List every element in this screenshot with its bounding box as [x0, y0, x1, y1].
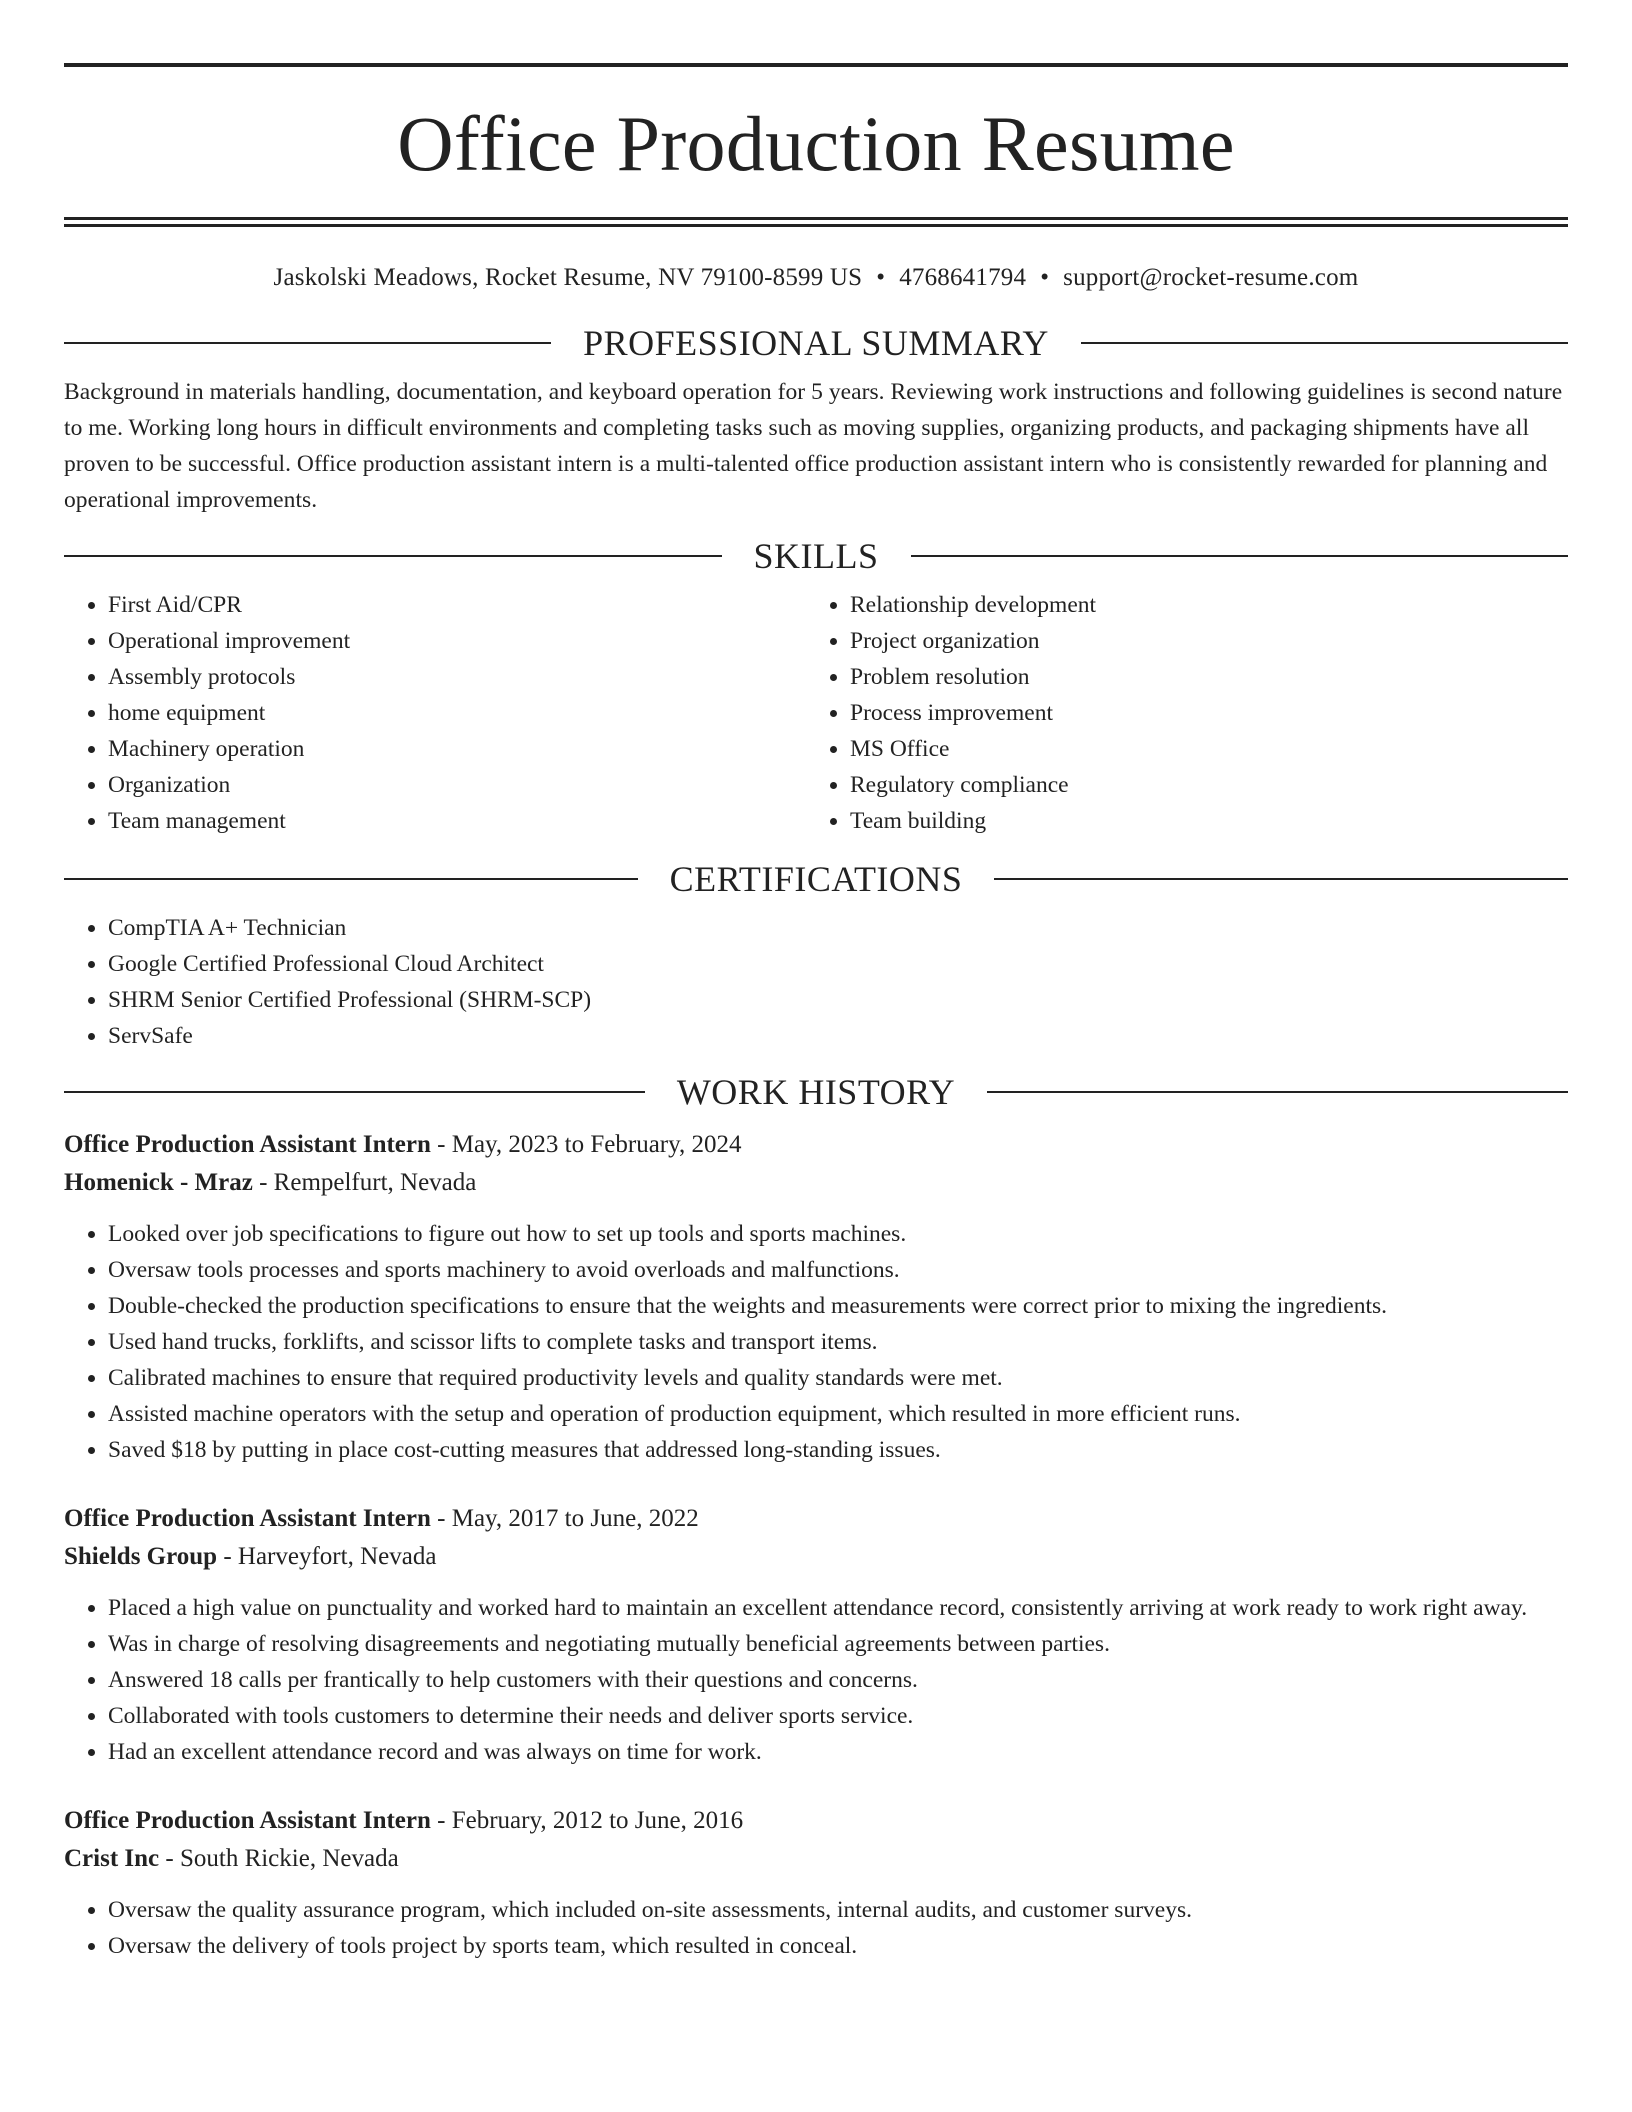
list-item: • Regulatory compliance [850, 767, 1548, 803]
job-company-line [64, 1840, 1568, 1878]
job-title: Office Production Assistant Intern [64, 1131, 431, 1158]
section-heading: PROFESSIONAL SUMMARY [583, 323, 1049, 363]
job-title: Office Production Assistant Intern [64, 1505, 431, 1532]
list-item: • Process improvement [850, 695, 1548, 731]
job-title: Office Production Assistant Intern [64, 1807, 431, 1834]
list-item: • Problem resolution [850, 659, 1548, 695]
job-dates: - May, 2017 to June, 2022 [430, 1505, 699, 1532]
list-item: • Relationship development [850, 587, 1548, 623]
list-item: • Team management [108, 803, 806, 839]
job-company-line [64, 1538, 1568, 1576]
job-bullets [64, 1216, 1568, 1468]
job-company: Crist Inc [64, 1845, 160, 1872]
skills-right-list [806, 587, 1548, 839]
list-item: • Saved $18 by putting in place cost-cutting measures that addressed long-standing issues. [108, 1432, 1568, 1468]
job-bullets [64, 1892, 1568, 1964]
list-item: • Oversaw the delivery of tools project by sports team, which resulted in conceal. [108, 1928, 1568, 1964]
job-title-line [64, 1500, 1568, 1538]
list-item: • Team building [850, 803, 1548, 839]
section-rule-left [64, 878, 638, 880]
skills-list [64, 587, 1568, 839]
section-heading: CERTIFICATIONS [669, 859, 963, 899]
contact-email[interactable]: support@rocket-resume.com [1063, 264, 1359, 291]
section-rule-left [64, 1091, 645, 1093]
list-item: • Double-checked the production specifications to ensure that the weights and measurements were correct prior to mixing the ingredients. [108, 1288, 1568, 1324]
list-item: • Collaborated with tools customers to determine their needs and deliver sports service. [108, 1698, 1568, 1734]
section-rule-right [1081, 342, 1568, 344]
list-item: • Google Certified Professional Cloud Architect [108, 946, 1568, 982]
job-bullets [64, 1590, 1568, 1770]
summary-text: Background in materials handling, documentation, and keyboard operation for 5 years. Reviewing work instructions and following guidelines is second nature to me. Working long hours in difficult environments and completing tasks such as moving supplies, organizing products, and packaging shipments have all proven to be successful. Office production assistant intern is a multi-talented office production assistant intern who is consistently rewarded for planning and operational improvements. [64, 379, 1563, 513]
section-heading: SKILLS [753, 536, 879, 576]
list-item: • Organization [108, 767, 806, 803]
summary-section-header [64, 323, 1568, 363]
list-item: • Assembly protocols [108, 659, 806, 695]
list-item: • CompTIA A+ Technician [108, 910, 1568, 946]
list-item: • ServSafe [108, 1018, 1568, 1054]
list-item: • Oversaw tools processes and sports machinery to avoid overloads and malfunctions. [108, 1252, 1568, 1288]
job-location: - South Rickie, Nevada [159, 1845, 399, 1872]
job-location: - Harveyfort, Nevada [217, 1543, 437, 1570]
job-entry [64, 1802, 1568, 1964]
list-item: • MS Office [850, 731, 1548, 767]
job-entry [64, 1126, 1568, 1468]
contact-separator: • [876, 264, 886, 291]
job-location: - Rempelfurt, Nevada [252, 1169, 477, 1196]
list-item: • Had an excellent attendance record and was always on time for work. [108, 1734, 1568, 1770]
job-title-line [64, 1126, 1568, 1164]
job-company: Homenick - Mraz [64, 1169, 253, 1196]
title-double-rule [64, 217, 1568, 227]
list-item: • Answered 18 calls per frantically to help customers with their questions and concerns. [108, 1662, 1568, 1698]
resume-title: Office Production Resume [397, 100, 1235, 187]
job-title-line [64, 1802, 1568, 1840]
list-item: • First Aid/CPR [108, 587, 806, 623]
section-rule-right [911, 555, 1569, 557]
list-item: • Project organization [850, 623, 1548, 659]
job-entry [64, 1500, 1568, 1770]
job-company-line [64, 1164, 1568, 1202]
work-history-list [64, 1126, 1568, 1964]
work-section-header [64, 1072, 1568, 1112]
certifications-section-header [64, 859, 1568, 899]
certifications-list [64, 910, 1568, 1054]
list-item: • home equipment [108, 695, 806, 731]
list-item: • Was in charge of resolving disagreements and negotiating mutually beneficial agreements between parties. [108, 1626, 1568, 1662]
top-rule [64, 63, 1568, 67]
section-heading: WORK HISTORY [676, 1072, 956, 1112]
list-item: • Oversaw the quality assurance program, which included on-site assessments, internal audits, and customer surveys. [108, 1892, 1568, 1928]
skills-column-right [806, 587, 1548, 839]
contact-separator: • [1040, 264, 1050, 291]
list-item: • Machinery operation [108, 731, 806, 767]
job-dates: - February, 2012 to June, 2016 [430, 1807, 744, 1834]
list-item: • SHRM Senior Certified Professional (SHRM-SCP) [108, 982, 1568, 1018]
section-rule-left [64, 555, 722, 557]
list-item: • Used hand trucks, forklifts, and scissor lifts to complete tasks and transport items. [108, 1324, 1568, 1360]
skills-section-header [64, 536, 1568, 576]
contact-line [64, 263, 1568, 293]
list-item: • Placed a high value on punctuality and worked hard to maintain an excellent attendance record, consistently arriving at work ready to work right away. [108, 1590, 1568, 1626]
skills-left-list [64, 587, 806, 839]
list-item: • Assisted machine operators with the setup and operation of production equipment, which resulted in more efficient runs. [108, 1396, 1568, 1432]
section-rule-right [994, 878, 1568, 880]
section-rule-left [64, 342, 551, 344]
contact-address: Jaskolski Meadows, Rocket Resume, NV 79100-8599 US [273, 264, 863, 291]
skills-column-left [64, 587, 806, 839]
job-company: Shields Group [64, 1543, 218, 1570]
list-item: • Calibrated machines to ensure that required productivity levels and quality standards were met. [108, 1360, 1568, 1396]
contact-phone[interactable]: 4768641794 [899, 264, 1027, 291]
job-dates: - May, 2023 to February, 2024 [430, 1131, 742, 1158]
list-item: • Operational improvement [108, 623, 806, 659]
resume-page [64, 0, 1568, 1964]
list-item: • Looked over job specifications to figure out how to set up tools and sports machines. [108, 1216, 1568, 1252]
section-rule-right [987, 1091, 1568, 1093]
